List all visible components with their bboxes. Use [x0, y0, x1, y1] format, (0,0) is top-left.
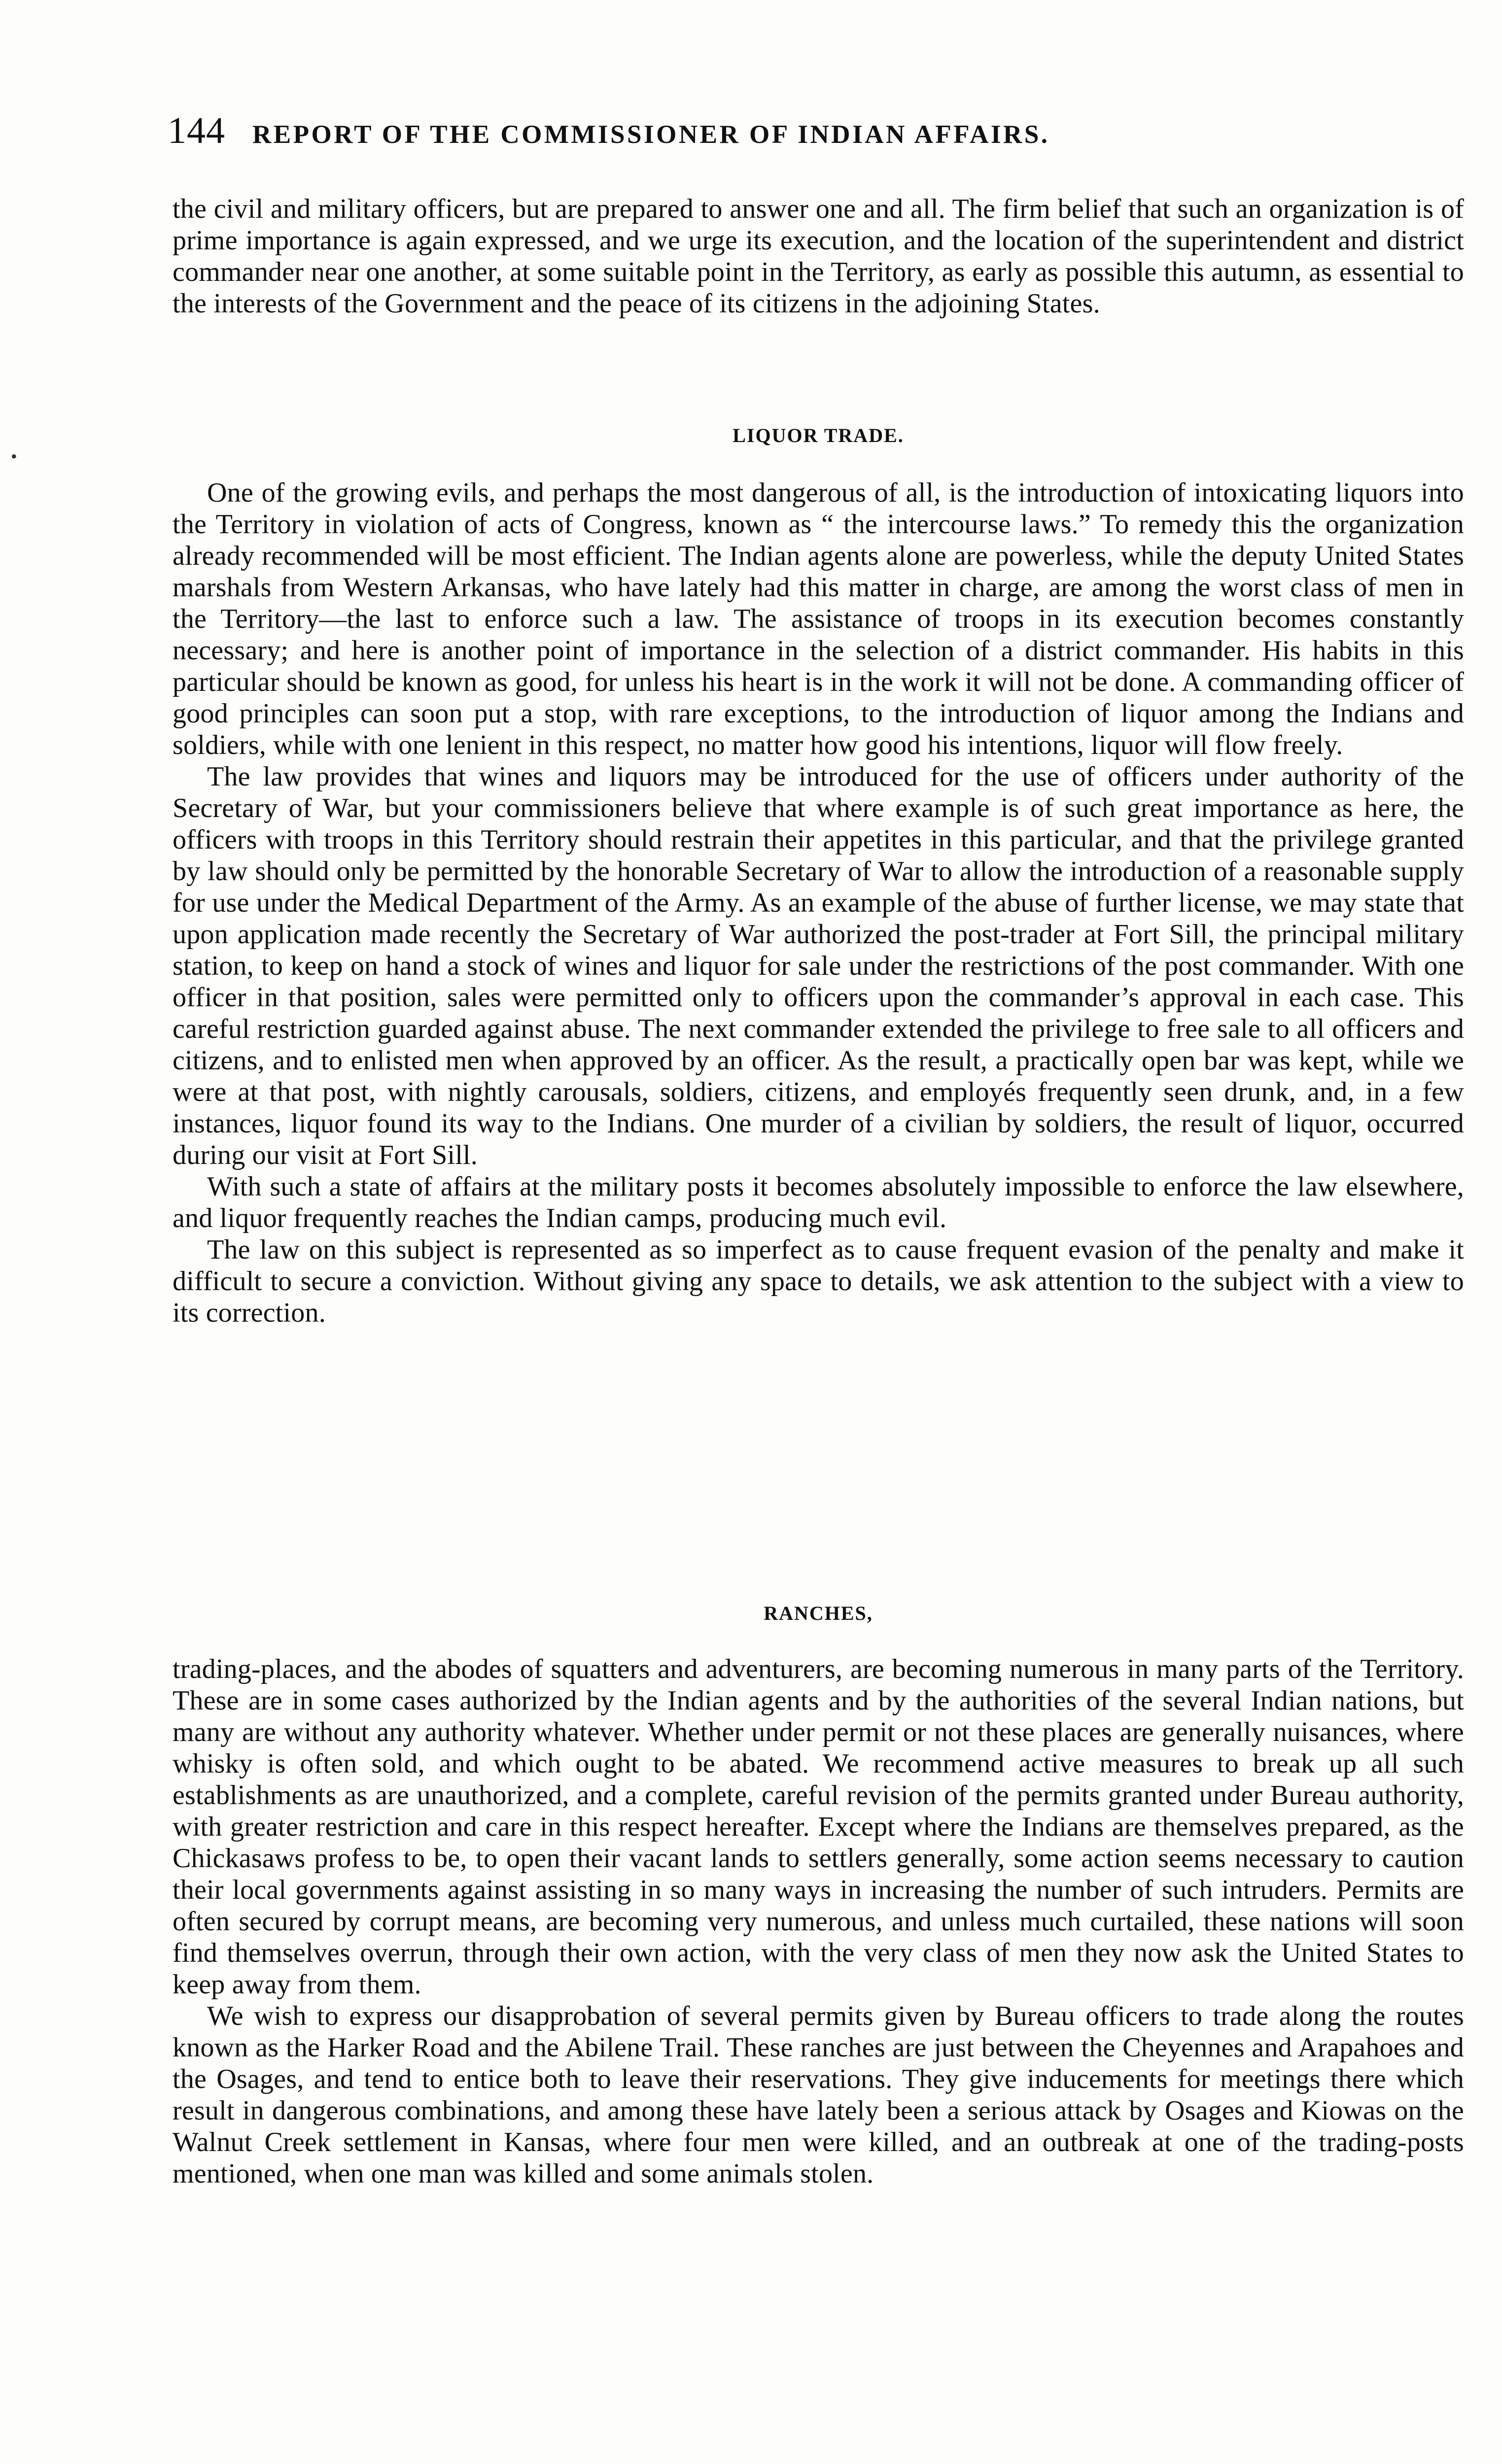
liquor-trade-paragraph: With such a state of affairs at the military posts it becomes absolutely impossible to enforce the law elsewhere, and liquor frequently reaches the Indian camps, producing much evil.	[173, 1171, 1464, 1233]
running-head-title: REPORT OF THE COMMISSIONER OF INDIAN AFFAIRS.	[252, 120, 1050, 149]
liquor-trade-paragraph: The law on this subject is represented as so imperfect as to cause frequent evasion of the penalty and make it difficult to secure a conviction. Without giving any space to details, we ask attention to the subject with a view to its correction.	[173, 1234, 1464, 1328]
page-number: 144	[168, 110, 225, 151]
liquor-trade-text-block	[173, 477, 1464, 1329]
scan-edge-mark: •	[11, 446, 17, 466]
intro-text-block	[173, 193, 1464, 319]
ranches-heading: RANCHES,	[764, 1602, 873, 1624]
intro-paragraph: the civil and military officers, but are prepared to answer one and all. The firm belief that such an organization is of prime importance is again expressed, and we urge its execution, and the location of the superintendent and district commander near one another, at some suitable point in the Territory, as early as possible this autumn, as essential to the interests of the Government and the peace of its citizens in the adjoining States.	[173, 194, 1464, 319]
ranches-paragraph: trading-places, and the abodes of squatters and adventurers, are becoming numerous in many parts of the Territory. These are in some cases authorized by the Indian agents and by the authorities of the several Indian nations, but many are without any authority whatever. Whether under permit or not these places are generally nuisances, where whisky is often sold, and which ought to be abated. We recommend active measures to break up all such establishments as are unauthorized, and a complete, careful revision of the permits granted under Bureau authority, with greater restriction and care in this respect hereafter. Except where the Indians are themselves prepared, as the Chickasaws profess to be, to open their vacant lands to settlers generally, some action seems necessary to caution their local governments against assisting in so many ways in increasing the number of such intruders. Permits are often secured by corrupt means, are becoming very numerous, and unless much curtailed, these nations will soon find themselves overrun, through their own action, with the very class of men they now ask the United States to keep away from them.	[173, 1654, 1464, 2000]
liquor-trade-heading: LIQUOR TRADE.	[733, 424, 904, 446]
running-head	[168, 109, 1336, 152]
liquor-trade-paragraph: One of the growing evils, and perhaps the most dangerous of all, is the introduction of intoxicating liquors into the Territory in violation of acts of Congress, known as “ the intercourse laws.” To remedy this the organization already recommended will be most efficient. The Indian agents alone are powerless, while the deputy United States marshals from Western Arkansas, who have lately had this matter in charge, are among the worst class of men in the Territory—the last to enforce such a law. The assistance of troops in its execution becomes constantly necessary; and here is another point of importance in the selection of a district commander. His habits in this particular should be known as good, for unless his heart is in the work it will not be done. A commanding officer of good principles can soon put a stop, with rare exceptions, to the introduction of liquor among the Indians and soldiers, while with one lenient in this respect, no matter how good his intentions, liquor will flow freely.	[173, 478, 1464, 760]
liquor-trade-paragraph: The law provides that wines and liquors may be introduced for the use of officers under authority of the Secretary of War, but your commissioners believe that where example is of such great importance as here, the officers with troops in this Territory should restrain their appetites in this particular, and that the privilege granted by law should only be permitted by the honorable Secretary of War to allow the introduction of a reasonable supply for use under the Medical Department of the Army. As an example of the abuse of further license, we may state that upon application made recently the Secretary of War authorized the post-trader at Fort Sill, the principal military station, to keep on hand a stock of wines and liquor for sale under the restrictions of the post commander. With one officer in that position, sales were permitted only to officers upon the commander’s approval in each case. This careful restriction guarded against abuse. The next commander extended the privilege to free sale to all officers and citizens, and to enlisted men when approved by an officer. As the result, a practically open bar was kept, while we were at that post, with nightly carousals, soldiers, citizens, and employés frequently seen drunk, and, in a few instances, liquor found its way to the Indians. One murder of a civilian by soldiers, the result of liquor, occurred during our visit at Fort Sill.	[173, 761, 1464, 1170]
ranches-text-block	[173, 1653, 1464, 2190]
ranches-paragraph: We wish to express our disapprobation of several permits given by Bureau officers to trade along the routes known as the Harker Road and the Abilene Trail. These ranches are just between the Cheyennes and Arapahoes and the Osages, and tend to entice both to leave their reservations. They give inducements for meetings there which result in dangerous combinations, and among these have lately been a serious attack by Osages and Kiowas on the Walnut Creek settlement in Kansas, where four men were killed, and an outbreak at one of the trading-posts mentioned, when one man was killed and some animals stolen.	[173, 2001, 1464, 2189]
